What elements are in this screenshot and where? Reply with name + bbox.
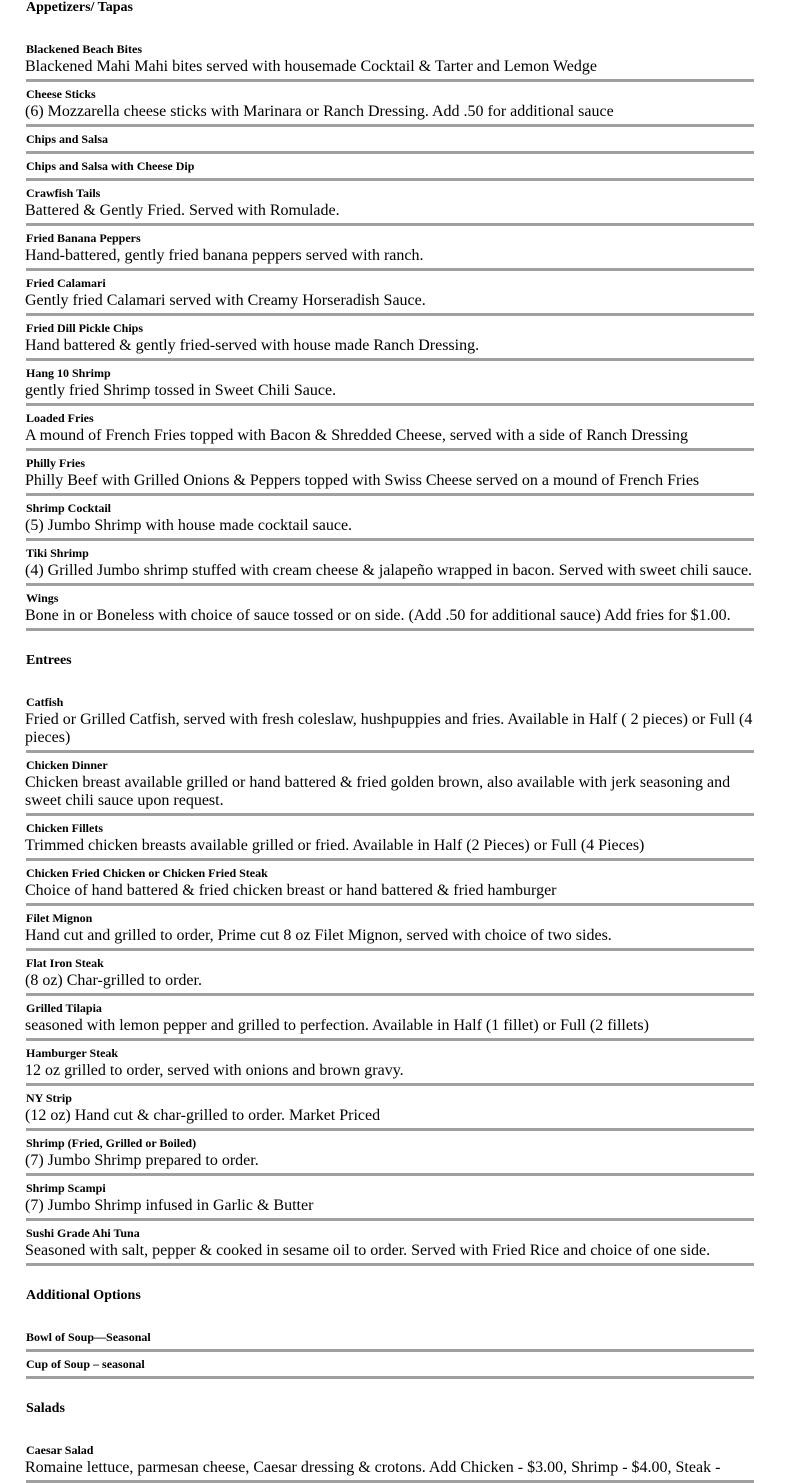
menu-item-name: Filet Mignon xyxy=(26,911,93,925)
menu-item-name: Caesar Salad xyxy=(26,1443,94,1457)
menu-item xyxy=(26,1178,754,1221)
menu-item-description: (4) Grilled Jumbo shrimp stuffed with cream cheese & jalapeño wrapped in bacon. Served with sweet chili sauce. xyxy=(25,562,753,579)
menu-item xyxy=(26,84,754,127)
section-title: Appetizers/ Tapas xyxy=(26,0,133,15)
menu-item xyxy=(26,1088,754,1131)
menu-item-name: Hamburger Steak xyxy=(26,1046,119,1060)
menu-item-name: Chips and Salsa with Cheese Dip xyxy=(26,159,195,173)
menu-item-description: gently fried Shrimp tossed in Sweet Chili Sauce. xyxy=(25,382,337,399)
menu-item xyxy=(26,453,754,496)
menu-item xyxy=(26,39,754,82)
menu-section xyxy=(26,1401,754,1483)
menu-item-name: Cheese Sticks xyxy=(26,87,96,101)
menu-item-name: Fried Dill Pickle Chips xyxy=(26,321,143,335)
menu-item-description: (7) Jumbo Shrimp infused in Garlic & Butter xyxy=(25,1197,314,1214)
menu-item xyxy=(26,543,754,586)
menu-item-description: Blackened Mahi Mahi bites served with housemade Cocktail & Tarter and Lemon Wedge xyxy=(25,58,597,75)
menu-item-description: Philly Beef with Grilled Onions & Peppers topped with Swiss Cheese served on a mound of French Fries xyxy=(25,472,700,489)
menu-item-name: Philly Fries xyxy=(26,456,85,470)
menu-item-name: Fried Calamari xyxy=(26,276,106,290)
menu-item xyxy=(26,908,754,951)
menu-item-name: Crawfish Tails xyxy=(26,186,101,200)
menu-item-name: Wings xyxy=(26,591,59,605)
menu-item xyxy=(26,129,754,154)
menu-item-description: seasoned with lemon pepper and grilled to perfection. Available in Half (1 fillet) or Full (2 fillets) xyxy=(25,1017,649,1034)
menu-item-description: Seasoned with salt, pepper & cooked in sesame oil to order. Served with Fried Rice and choice of one side. xyxy=(25,1242,711,1259)
menu-item-name: NY Strip xyxy=(26,1091,72,1105)
menu-item xyxy=(26,228,754,271)
menu-item-description: Choice of hand battered & fried chicken breast or hand battered & fried hamburger xyxy=(25,882,557,899)
menu-item-description: (6) Mozzarella cheese sticks with Marinara or Ranch Dressing. Add .50 for additional sauce xyxy=(25,103,614,120)
section-title: Entrees xyxy=(26,653,72,668)
menu-item xyxy=(26,318,754,361)
menu-item xyxy=(26,183,754,226)
menu-item-name: Blackened Beach Bites xyxy=(26,42,142,56)
menu-item-description: Fried or Grilled Catfish, served with fresh coleslaw, hushpuppies and fries. Available in Half ( 2 pieces) or Full (4 pieces) xyxy=(25,711,753,746)
menu-item-description: (7) Jumbo Shrimp prepared to order. xyxy=(25,1152,259,1169)
menu-item-name: Shrimp Scampi xyxy=(26,1181,106,1195)
menu-item-name: Grilled Tilapia xyxy=(26,1001,102,1015)
menu-item-name: Bowl of Soup—Seasonal xyxy=(26,1330,151,1344)
menu-item-description: Chicken breast available grilled or hand battered & fried golden brown, also available with jerk seasoning and sweet chili sauce upon request. xyxy=(25,774,731,809)
menu-item-description: A mound of French Fries topped with Bacon & Shredded Cheese, served with a side of Ranch Dressing xyxy=(25,427,688,444)
menu-section xyxy=(26,653,754,1266)
section-title: Salads xyxy=(26,1401,65,1416)
section-title: Additional Options xyxy=(26,1288,141,1303)
menu-item-description: Hand battered & gently fried-served with house made Ranch Dressing. xyxy=(25,337,480,354)
menu-item-description: Gently fried Calamari served with Creamy Horseradish Sauce. xyxy=(25,292,426,309)
menu-item-list xyxy=(26,1327,754,1379)
menu-item xyxy=(26,1440,754,1483)
menu-item xyxy=(26,1327,754,1352)
menu-item-description: 12 oz grilled to order, served with onions and brown gravy. xyxy=(25,1062,404,1079)
menu-item xyxy=(26,1223,754,1266)
menu-item-description: Romaine lettuce, parmesan cheese, Caesar dressing & crotons. Add Chicken - $3.00, Shrimp - $4.00, Steak - xyxy=(25,1459,721,1476)
menu-item-description: Hand-battered, gently fried banana peppers served with ranch. xyxy=(25,247,424,264)
menu-item-name: Chicken Fried Chicken or Chicken Fried Steak xyxy=(26,866,268,880)
menu-item-description: (5) Jumbo Shrimp with house made cocktail sauce. xyxy=(25,517,353,534)
menu-item-name: Catfish xyxy=(26,695,64,709)
menu-item-name: Shrimp Cocktail xyxy=(26,501,112,515)
menu-item xyxy=(26,953,754,996)
menu-item xyxy=(26,498,754,541)
menu-item-name: Chicken Dinner xyxy=(26,758,108,772)
menu-item-name: Sushi Grade Ahi Tuna xyxy=(26,1226,140,1240)
menu-item xyxy=(26,998,754,1041)
menu-item-list xyxy=(26,692,754,1266)
menu-item-name: Loaded Fries xyxy=(26,411,94,425)
menu-item xyxy=(26,273,754,316)
menu-item xyxy=(26,692,754,753)
menu-section xyxy=(26,0,754,631)
menu-item xyxy=(26,863,754,906)
menu-item-name: Cup of Soup – seasonal xyxy=(26,1357,145,1371)
menu-item xyxy=(26,1354,754,1379)
menu-item-name: Hang 10 Shrimp xyxy=(26,366,111,380)
menu-item xyxy=(26,818,754,861)
menu-item-description: (8 oz) Char-grilled to order. xyxy=(25,972,202,989)
menu-item-name: Shrimp (Fried, Grilled or Boiled) xyxy=(26,1136,197,1150)
menu-item xyxy=(26,156,754,181)
menu-item-description: (12 oz) Hand cut & char-grilled to order. Market Priced xyxy=(25,1107,381,1124)
menu-item-list xyxy=(26,1440,754,1483)
menu-item xyxy=(26,755,754,816)
menu-item-name: Chicken Fillets xyxy=(26,821,103,835)
menu-item xyxy=(26,1133,754,1176)
menu-item-list xyxy=(26,39,754,631)
menu-item xyxy=(26,363,754,406)
menu-item xyxy=(26,1043,754,1086)
menu-section xyxy=(26,1288,754,1379)
menu-item-description: Bone in or Boneless with choice of sauce tossed or on side. (Add .50 for additional sauce) Add fries for $1.00. xyxy=(25,607,731,624)
menu-item xyxy=(26,588,754,631)
menu-item-name: Tiki Shrimp xyxy=(26,546,89,560)
menu-item-name: Flat Iron Steak xyxy=(26,956,104,970)
menu-item-description: Trimmed chicken breasts available grilled or fried. Available in Half (2 Pieces) or Full (4 Pieces) xyxy=(25,837,645,854)
menu-item xyxy=(26,408,754,451)
menu-item-description: Hand cut and grilled to order, Prime cut 8 oz Filet Mignon, served with choice of two sides. xyxy=(25,927,612,944)
menu-item-name: Chips and Salsa xyxy=(26,132,109,146)
menu-item-description: Battered & Gently Fried. Served with Romulade. xyxy=(25,202,340,219)
menu-item-name: Fried Banana Peppers xyxy=(26,231,141,245)
